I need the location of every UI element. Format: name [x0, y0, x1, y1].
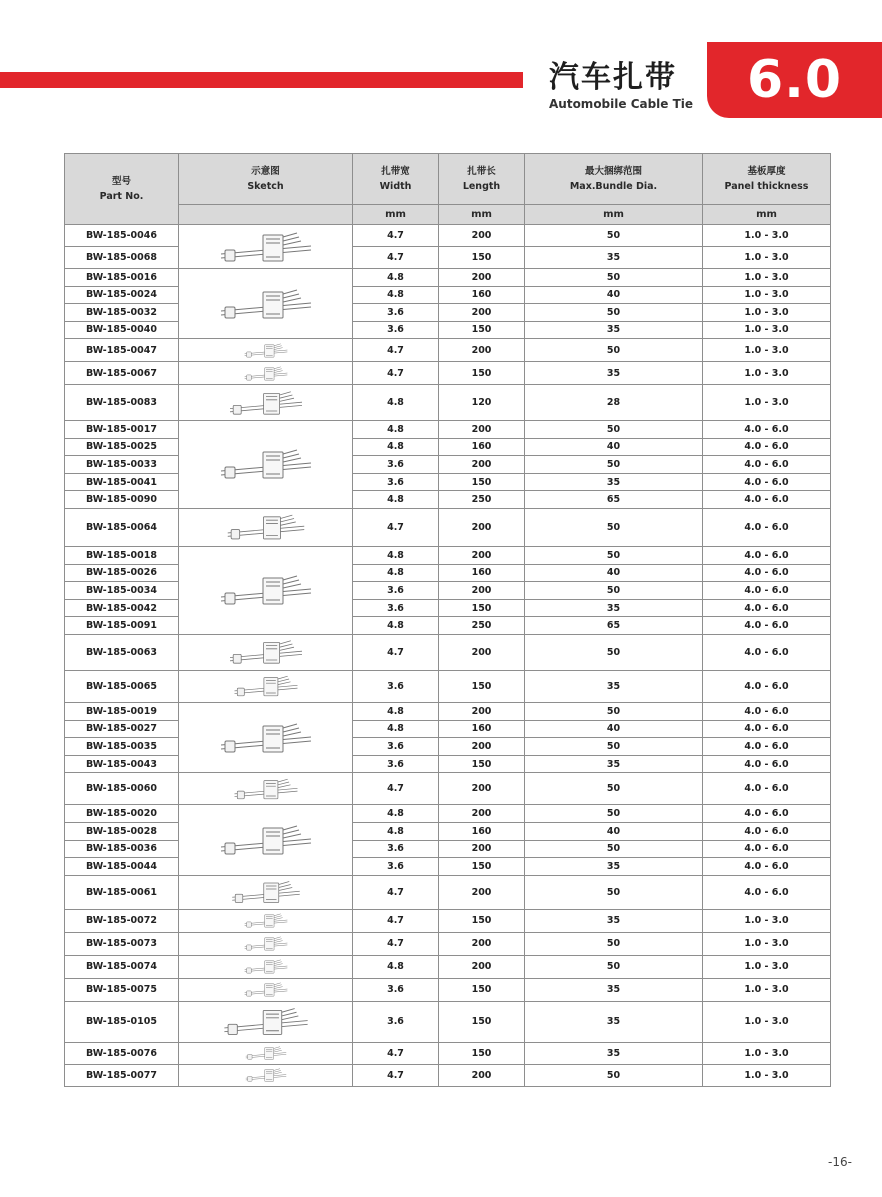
page-number: -16-	[828, 1155, 852, 1169]
bundle-dia-cell: 40	[525, 438, 703, 456]
table-row	[65, 932, 831, 955]
panel-thickness-cell: 1.0 - 3.0	[703, 247, 831, 269]
panel-thickness-cell: 4.0 - 6.0	[703, 546, 831, 564]
panel-thickness-cell: 1.0 - 3.0	[703, 1042, 831, 1064]
part-number-cell: BW-185-0025	[65, 438, 179, 456]
table-row	[65, 909, 831, 932]
length-cell: 150	[439, 473, 525, 491]
panel-thickness-cell: 4.0 - 6.0	[703, 438, 831, 456]
bundle-dia-cell: 50	[525, 269, 703, 287]
part-number-cell: BW-185-0063	[65, 634, 179, 670]
sketch-cell	[179, 362, 353, 385]
bundle-dia-cell: 65	[525, 491, 703, 509]
unit-bundle: mm	[525, 205, 703, 225]
panel-thickness-cell: 4.0 - 6.0	[703, 421, 831, 439]
unit-sketch	[179, 205, 353, 225]
part-number-cell: BW-185-0105	[65, 1001, 179, 1042]
sketch-cell	[179, 955, 353, 978]
col-header-part-no: 型号 Part No.	[65, 154, 179, 225]
panel-thickness-cell: 1.0 - 3.0	[703, 286, 831, 304]
width-cell: 3.6	[353, 1001, 439, 1042]
length-cell: 150	[439, 978, 525, 1001]
length-cell: 200	[439, 1064, 525, 1086]
bundle-dia-cell: 35	[525, 755, 703, 773]
width-cell: 4.7	[353, 634, 439, 670]
bundle-dia-cell: 50	[525, 805, 703, 823]
sketch-cell	[179, 1001, 353, 1042]
bundle-dia-cell: 35	[525, 599, 703, 617]
width-cell: 4.7	[353, 909, 439, 932]
bundle-dia-cell: 50	[525, 840, 703, 858]
table-row	[65, 875, 831, 909]
bundle-dia-cell: 50	[525, 508, 703, 546]
bundle-dia-cell: 40	[525, 822, 703, 840]
length-cell: 150	[439, 247, 525, 269]
length-cell: 150	[439, 362, 525, 385]
bundle-dia-cell: 50	[525, 456, 703, 474]
length-cell: 200	[439, 634, 525, 670]
spec-table	[64, 153, 831, 1087]
panel-thickness-cell: 1.0 - 3.0	[703, 339, 831, 362]
panel-thickness-cell: 4.0 - 6.0	[703, 805, 831, 823]
width-cell: 4.7	[353, 247, 439, 269]
length-cell: 200	[439, 738, 525, 756]
length-cell: 150	[439, 599, 525, 617]
spec-table-body	[65, 225, 831, 1087]
part-number-cell: BW-185-0024	[65, 286, 179, 304]
width-cell: 4.8	[353, 955, 439, 978]
width-cell: 4.7	[353, 508, 439, 546]
part-number-cell: BW-185-0047	[65, 339, 179, 362]
sketch-cell	[179, 421, 353, 509]
cable-tie-sketch-icon	[211, 1044, 321, 1062]
width-cell: 3.6	[353, 978, 439, 1001]
part-number-cell: BW-185-0044	[65, 858, 179, 876]
length-cell: 160	[439, 438, 525, 456]
panel-thickness-cell: 1.0 - 3.0	[703, 304, 831, 322]
cable-tie-sketch-icon	[211, 341, 321, 360]
bundle-dia-cell: 50	[525, 634, 703, 670]
table-row	[65, 546, 831, 564]
length-cell: 150	[439, 1001, 525, 1042]
length-cell: 200	[439, 508, 525, 546]
part-number-cell: BW-185-0036	[65, 840, 179, 858]
length-cell: 200	[439, 582, 525, 600]
bundle-dia-cell: 35	[525, 321, 703, 339]
length-cell: 160	[439, 564, 525, 582]
width-cell: 4.8	[353, 564, 439, 582]
bundle-dia-cell: 50	[525, 955, 703, 978]
sketch-cell	[179, 670, 353, 702]
col-header-sketch: 示意图 Sketch	[179, 154, 353, 205]
panel-thickness-cell: 4.0 - 6.0	[703, 738, 831, 756]
table-row	[65, 955, 831, 978]
table-row	[65, 362, 831, 385]
panel-thickness-cell: 1.0 - 3.0	[703, 1064, 831, 1086]
length-cell: 150	[439, 670, 525, 702]
width-cell: 3.6	[353, 738, 439, 756]
cable-tie-sketch-icon	[211, 560, 321, 620]
width-cell: 4.7	[353, 875, 439, 909]
cable-tie-sketch-icon	[211, 877, 321, 907]
table-row	[65, 670, 831, 702]
table-row	[65, 773, 831, 805]
sketch-cell	[179, 978, 353, 1001]
sketch-cell	[179, 1064, 353, 1086]
part-number-cell: BW-185-0046	[65, 225, 179, 247]
panel-thickness-cell: 4.0 - 6.0	[703, 670, 831, 702]
width-cell: 3.6	[353, 858, 439, 876]
table-row	[65, 634, 831, 670]
length-cell: 200	[439, 304, 525, 322]
part-number-cell: BW-185-0075	[65, 978, 179, 1001]
part-number-cell: BW-185-0032	[65, 304, 179, 322]
panel-thickness-cell: 1.0 - 3.0	[703, 362, 831, 385]
col-header-width: 扎带宽 Width	[353, 154, 439, 205]
width-cell: 4.8	[353, 491, 439, 509]
part-number-cell: BW-185-0067	[65, 362, 179, 385]
cable-tie-sketch-icon	[211, 934, 321, 953]
sketch-cell	[179, 385, 353, 421]
width-cell: 4.8	[353, 546, 439, 564]
panel-thickness-cell: 4.0 - 6.0	[703, 564, 831, 582]
bundle-dia-cell: 35	[525, 858, 703, 876]
col-header-bundle: 最大捆绑范围 Max.Bundle Dia.	[525, 154, 703, 205]
cable-tie-sketch-icon	[211, 810, 321, 870]
width-cell: 4.8	[353, 269, 439, 287]
length-cell: 200	[439, 269, 525, 287]
sketch-cell	[179, 909, 353, 932]
bundle-dia-cell: 50	[525, 225, 703, 247]
cable-tie-sketch-icon	[211, 227, 321, 267]
sketch-cell	[179, 225, 353, 269]
panel-thickness-cell: 1.0 - 3.0	[703, 909, 831, 932]
sketch-cell	[179, 1042, 353, 1064]
cable-tie-sketch-icon	[211, 434, 321, 494]
cable-tie-sketch-icon	[211, 1003, 321, 1040]
bundle-dia-cell: 50	[525, 304, 703, 322]
panel-thickness-cell: 4.0 - 6.0	[703, 599, 831, 617]
bundle-dia-cell: 35	[525, 473, 703, 491]
table-row	[65, 269, 831, 287]
width-cell: 3.6	[353, 321, 439, 339]
length-cell: 200	[439, 456, 525, 474]
sketch-cell	[179, 773, 353, 805]
table-row	[65, 1001, 831, 1042]
part-number-cell: BW-185-0041	[65, 473, 179, 491]
width-cell: 4.8	[353, 805, 439, 823]
width-cell: 3.6	[353, 582, 439, 600]
width-cell: 3.6	[353, 599, 439, 617]
width-cell: 4.8	[353, 702, 439, 720]
part-number-cell: BW-185-0018	[65, 546, 179, 564]
panel-thickness-cell: 4.0 - 6.0	[703, 617, 831, 635]
sketch-cell	[179, 702, 353, 772]
sketch-cell	[179, 339, 353, 362]
part-number-cell: BW-185-0083	[65, 385, 179, 421]
bundle-dia-cell: 50	[525, 738, 703, 756]
panel-thickness-cell: 4.0 - 6.0	[703, 473, 831, 491]
unit-length: mm	[439, 205, 525, 225]
part-number-cell: BW-185-0090	[65, 491, 179, 509]
bundle-dia-cell: 35	[525, 362, 703, 385]
bundle-dia-cell: 35	[525, 909, 703, 932]
table-row	[65, 1042, 831, 1064]
panel-thickness-cell: 1.0 - 3.0	[703, 955, 831, 978]
part-number-cell: BW-185-0074	[65, 955, 179, 978]
table-row	[65, 805, 831, 823]
table-row	[65, 385, 831, 421]
cable-tie-sketch-icon	[211, 980, 321, 999]
length-cell: 250	[439, 617, 525, 635]
table-row	[65, 339, 831, 362]
part-number-cell: BW-185-0091	[65, 617, 179, 635]
bundle-dia-cell: 65	[525, 617, 703, 635]
width-cell: 4.8	[353, 385, 439, 421]
table-row	[65, 1064, 831, 1086]
part-number-cell: BW-185-0028	[65, 822, 179, 840]
length-cell: 250	[439, 491, 525, 509]
bundle-dia-cell: 40	[525, 564, 703, 582]
cable-tie-sketch-icon	[211, 672, 321, 700]
panel-thickness-cell: 4.0 - 6.0	[703, 456, 831, 474]
sketch-cell	[179, 546, 353, 634]
panel-thickness-cell: 4.0 - 6.0	[703, 491, 831, 509]
col-header-length: 扎带长 Length	[439, 154, 525, 205]
length-cell: 150	[439, 321, 525, 339]
part-number-cell: BW-185-0017	[65, 421, 179, 439]
part-number-cell: BW-185-0060	[65, 773, 179, 805]
panel-thickness-cell: 4.0 - 6.0	[703, 822, 831, 840]
cable-tie-sketch-icon	[211, 636, 321, 668]
length-cell: 160	[439, 286, 525, 304]
panel-thickness-cell: 1.0 - 3.0	[703, 225, 831, 247]
part-number-cell: BW-185-0034	[65, 582, 179, 600]
length-cell: 200	[439, 702, 525, 720]
bundle-dia-cell: 50	[525, 875, 703, 909]
panel-thickness-cell: 4.0 - 6.0	[703, 634, 831, 670]
panel-thickness-cell: 4.0 - 6.0	[703, 840, 831, 858]
sketch-cell	[179, 805, 353, 875]
width-cell: 3.6	[353, 755, 439, 773]
bundle-dia-cell: 50	[525, 702, 703, 720]
table-row	[65, 225, 831, 247]
cable-tie-sketch-icon	[211, 274, 321, 334]
bundle-dia-cell: 50	[525, 339, 703, 362]
bundle-dia-cell: 40	[525, 720, 703, 738]
panel-thickness-cell: 4.0 - 6.0	[703, 702, 831, 720]
part-number-cell: BW-185-0027	[65, 720, 179, 738]
length-cell: 150	[439, 1042, 525, 1064]
section-badge: 6.0	[707, 42, 882, 118]
panel-thickness-cell: 1.0 - 3.0	[703, 978, 831, 1001]
sketch-cell	[179, 932, 353, 955]
cable-tie-sketch-icon	[211, 510, 321, 544]
bundle-dia-cell: 50	[525, 932, 703, 955]
sketch-cell	[179, 875, 353, 909]
cable-tie-sketch-icon	[211, 708, 321, 768]
panel-thickness-cell: 4.0 - 6.0	[703, 720, 831, 738]
width-cell: 4.8	[353, 720, 439, 738]
unit-width: mm	[353, 205, 439, 225]
width-cell: 4.7	[353, 1042, 439, 1064]
page-title-zh: 汽车扎带	[549, 60, 677, 95]
bundle-dia-cell: 35	[525, 247, 703, 269]
length-cell: 200	[439, 546, 525, 564]
length-cell: 160	[439, 720, 525, 738]
part-number-cell: BW-185-0072	[65, 909, 179, 932]
part-number-cell: BW-185-0042	[65, 599, 179, 617]
table-row	[65, 508, 831, 546]
bundle-dia-cell: 50	[525, 582, 703, 600]
width-cell: 4.7	[353, 932, 439, 955]
sketch-cell	[179, 269, 353, 339]
length-cell: 150	[439, 755, 525, 773]
length-cell: 200	[439, 339, 525, 362]
bundle-dia-cell: 50	[525, 421, 703, 439]
width-cell: 3.6	[353, 670, 439, 702]
width-cell: 4.7	[353, 225, 439, 247]
length-cell: 150	[439, 909, 525, 932]
part-number-cell: BW-185-0068	[65, 247, 179, 269]
width-cell: 4.8	[353, 286, 439, 304]
bundle-dia-cell: 50	[525, 546, 703, 564]
sketch-cell	[179, 634, 353, 670]
length-cell: 200	[439, 840, 525, 858]
part-number-cell: BW-185-0020	[65, 805, 179, 823]
part-number-cell: BW-185-0019	[65, 702, 179, 720]
cable-tie-sketch-icon	[211, 775, 321, 803]
table-row	[65, 421, 831, 439]
unit-panel: mm	[703, 205, 831, 225]
width-cell: 3.6	[353, 304, 439, 322]
header-red-bar	[0, 72, 523, 88]
length-cell: 200	[439, 932, 525, 955]
part-number-cell: BW-185-0076	[65, 1042, 179, 1064]
width-cell: 4.7	[353, 1064, 439, 1086]
panel-thickness-cell: 1.0 - 3.0	[703, 269, 831, 287]
col-header-panel: 基板厚度 Panel thickness	[703, 154, 831, 205]
width-cell: 4.8	[353, 822, 439, 840]
bundle-dia-cell: 50	[525, 773, 703, 805]
length-cell: 200	[439, 805, 525, 823]
cable-tie-sketch-icon	[211, 364, 321, 383]
panel-thickness-cell: 1.0 - 3.0	[703, 1001, 831, 1042]
width-cell: 4.8	[353, 617, 439, 635]
part-number-cell: BW-185-0077	[65, 1064, 179, 1086]
part-number-cell: BW-185-0035	[65, 738, 179, 756]
part-number-cell: BW-185-0065	[65, 670, 179, 702]
length-cell: 200	[439, 955, 525, 978]
width-cell: 3.6	[353, 473, 439, 491]
width-cell: 3.6	[353, 840, 439, 858]
panel-thickness-cell: 4.0 - 6.0	[703, 875, 831, 909]
width-cell: 4.7	[353, 362, 439, 385]
length-cell: 120	[439, 385, 525, 421]
panel-thickness-cell: 4.0 - 6.0	[703, 773, 831, 805]
width-cell: 4.7	[353, 773, 439, 805]
panel-thickness-cell: 1.0 - 3.0	[703, 385, 831, 421]
panel-thickness-cell: 4.0 - 6.0	[703, 755, 831, 773]
part-number-cell: BW-185-0026	[65, 564, 179, 582]
width-cell: 4.8	[353, 421, 439, 439]
panel-thickness-cell: 1.0 - 3.0	[703, 932, 831, 955]
part-number-cell: BW-185-0033	[65, 456, 179, 474]
part-number-cell: BW-185-0064	[65, 508, 179, 546]
part-number-cell: BW-185-0061	[65, 875, 179, 909]
length-cell: 200	[439, 773, 525, 805]
bundle-dia-cell: 35	[525, 670, 703, 702]
panel-thickness-cell: 1.0 - 3.0	[703, 321, 831, 339]
bundle-dia-cell: 35	[525, 978, 703, 1001]
bundle-dia-cell: 50	[525, 1064, 703, 1086]
cable-tie-sketch-icon	[211, 957, 321, 976]
length-cell: 200	[439, 225, 525, 247]
cable-tie-sketch-icon	[211, 911, 321, 930]
panel-thickness-cell: 4.0 - 6.0	[703, 858, 831, 876]
bundle-dia-cell: 35	[525, 1042, 703, 1064]
part-number-cell: BW-185-0043	[65, 755, 179, 773]
part-number-cell: BW-185-0016	[65, 269, 179, 287]
bundle-dia-cell: 35	[525, 1001, 703, 1042]
page-title-en: Automobile Cable Tie	[549, 97, 694, 111]
width-cell: 3.6	[353, 456, 439, 474]
cable-tie-sketch-icon	[211, 1066, 321, 1084]
bundle-dia-cell: 28	[525, 385, 703, 421]
cable-tie-sketch-icon	[211, 387, 321, 419]
panel-thickness-cell: 4.0 - 6.0	[703, 582, 831, 600]
width-cell: 4.7	[353, 339, 439, 362]
bundle-dia-cell: 40	[525, 286, 703, 304]
part-number-cell: BW-185-0040	[65, 321, 179, 339]
table-row	[65, 978, 831, 1001]
part-number-cell: BW-185-0073	[65, 932, 179, 955]
panel-thickness-cell: 4.0 - 6.0	[703, 508, 831, 546]
length-cell: 150	[439, 858, 525, 876]
length-cell: 200	[439, 421, 525, 439]
table-row	[65, 702, 831, 720]
width-cell: 4.8	[353, 438, 439, 456]
length-cell: 200	[439, 875, 525, 909]
length-cell: 160	[439, 822, 525, 840]
sketch-cell	[179, 508, 353, 546]
